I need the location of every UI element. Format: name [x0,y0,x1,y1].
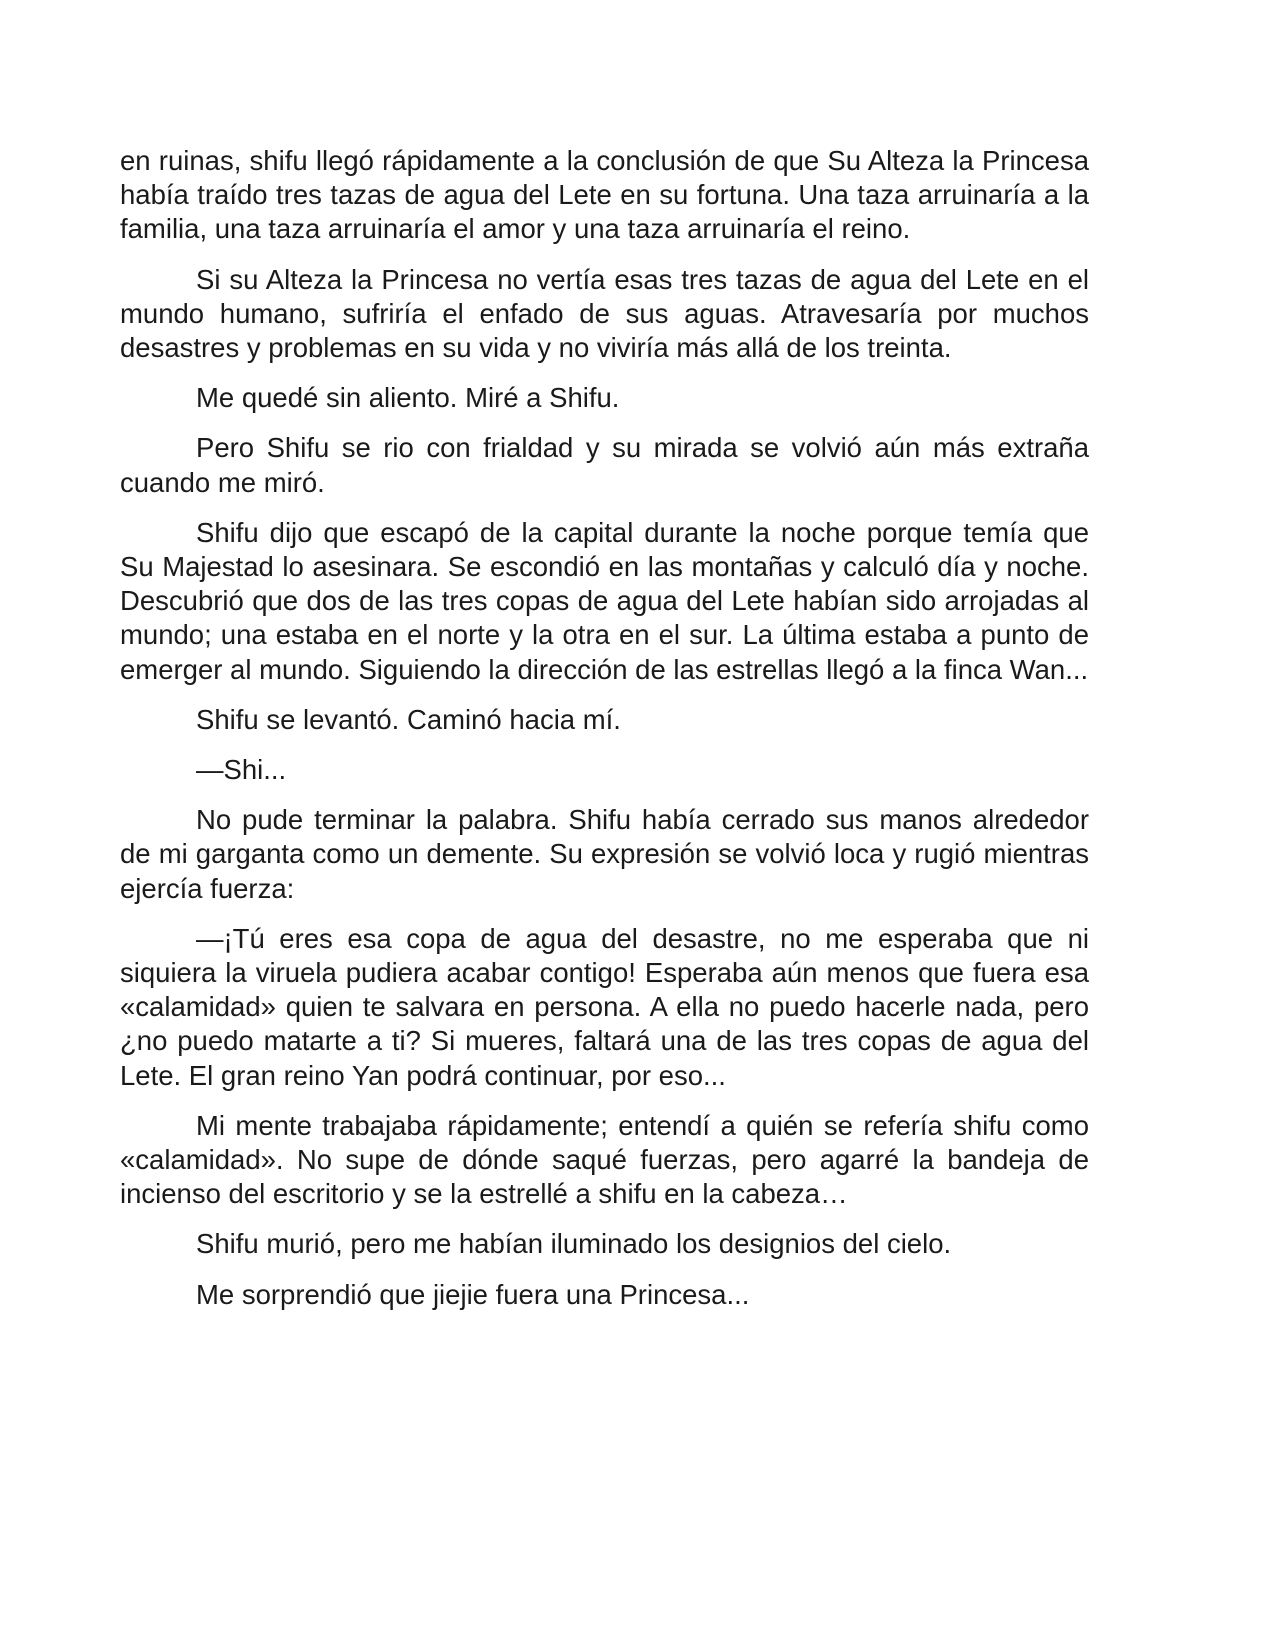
paragraph-7: —Shi... [196,754,287,786]
paragraph-1: en ruinas, shifu llegó rápidamente a la conclusión de que Su Alteza la Princesa había traído tres tazas de agua del Lete en su fortuna. Una taza arruinaría a la familia, una taza arruinaría el amor y una taza arruinaría el reino. [120,145,1089,245]
paragraph-3: Me quedé sin aliento. Miré a Shifu. [196,382,620,414]
paragraph-2: Si su Alteza la Princesa no vertía esas tres tazas de agua del Lete en el mundo humano, sufriría el enfado de sus aguas. Atravesaría por muchos desastres y problemas en su vida y no viviría más allá de los treinta. [120,263,1089,364]
paragraph-6: Shifu se levantó. Caminó hacia mí. [196,703,621,735]
paragraph-11: Shifu murió, pero me habían iluminado los designios del cielo. [196,1228,952,1260]
paragraph-4: Pero Shifu se rio con frialdad y su mirada se volvió aún más extraña cuando me miró. [120,432,1089,498]
paragraph-5: Shifu dijo que escapó de la capital durante la noche porque temía que Su Majestad lo asesinara. Se escondió en las montañas y calculó día y noche. Descubrió que dos de las tres copas de agua del Lete habían sido arrojadas al mundo; una estaba en el norte y la otra en el sur. La última estaba a punto de emerger al mundo. Siguiendo la dirección de las estrellas llegó a la finca Wan... [120,516,1089,685]
document-page [120,144,1089,1328]
paragraph-9: —¡Tú eres esa copa de agua del desastre, no me esperaba que ni siquiera la viruela pudiera acabar contigo! Esperaba aún menos que fuera esa «calamidad» quien te salvara en persona. A ella no puedo hacerle nada, pero ¿no puedo matarte a ti? Si mueres, faltará una de las tres copas de agua del Lete. El gran reino Yan podrá continuar, por eso... [120,922,1089,1091]
paragraph-12: Me sorprendió que jiejie fuera una Princesa... [196,1278,750,1310]
paragraph-8: No pude terminar la palabra. Shifu había cerrado sus manos alrededor de mi garganta como un demente. Su expresión se volvió loca y rugió mientras ejercía fuerza: [120,804,1089,904]
paragraph-10: Mi mente trabajaba rápidamente; entendí a quién se refería shifu como «calamidad». No supe de dónde saqué fuerzas, pero agarré la bandeja de incienso del escritorio y se la estrellé a shifu en la cabeza… [120,1109,1089,1210]
